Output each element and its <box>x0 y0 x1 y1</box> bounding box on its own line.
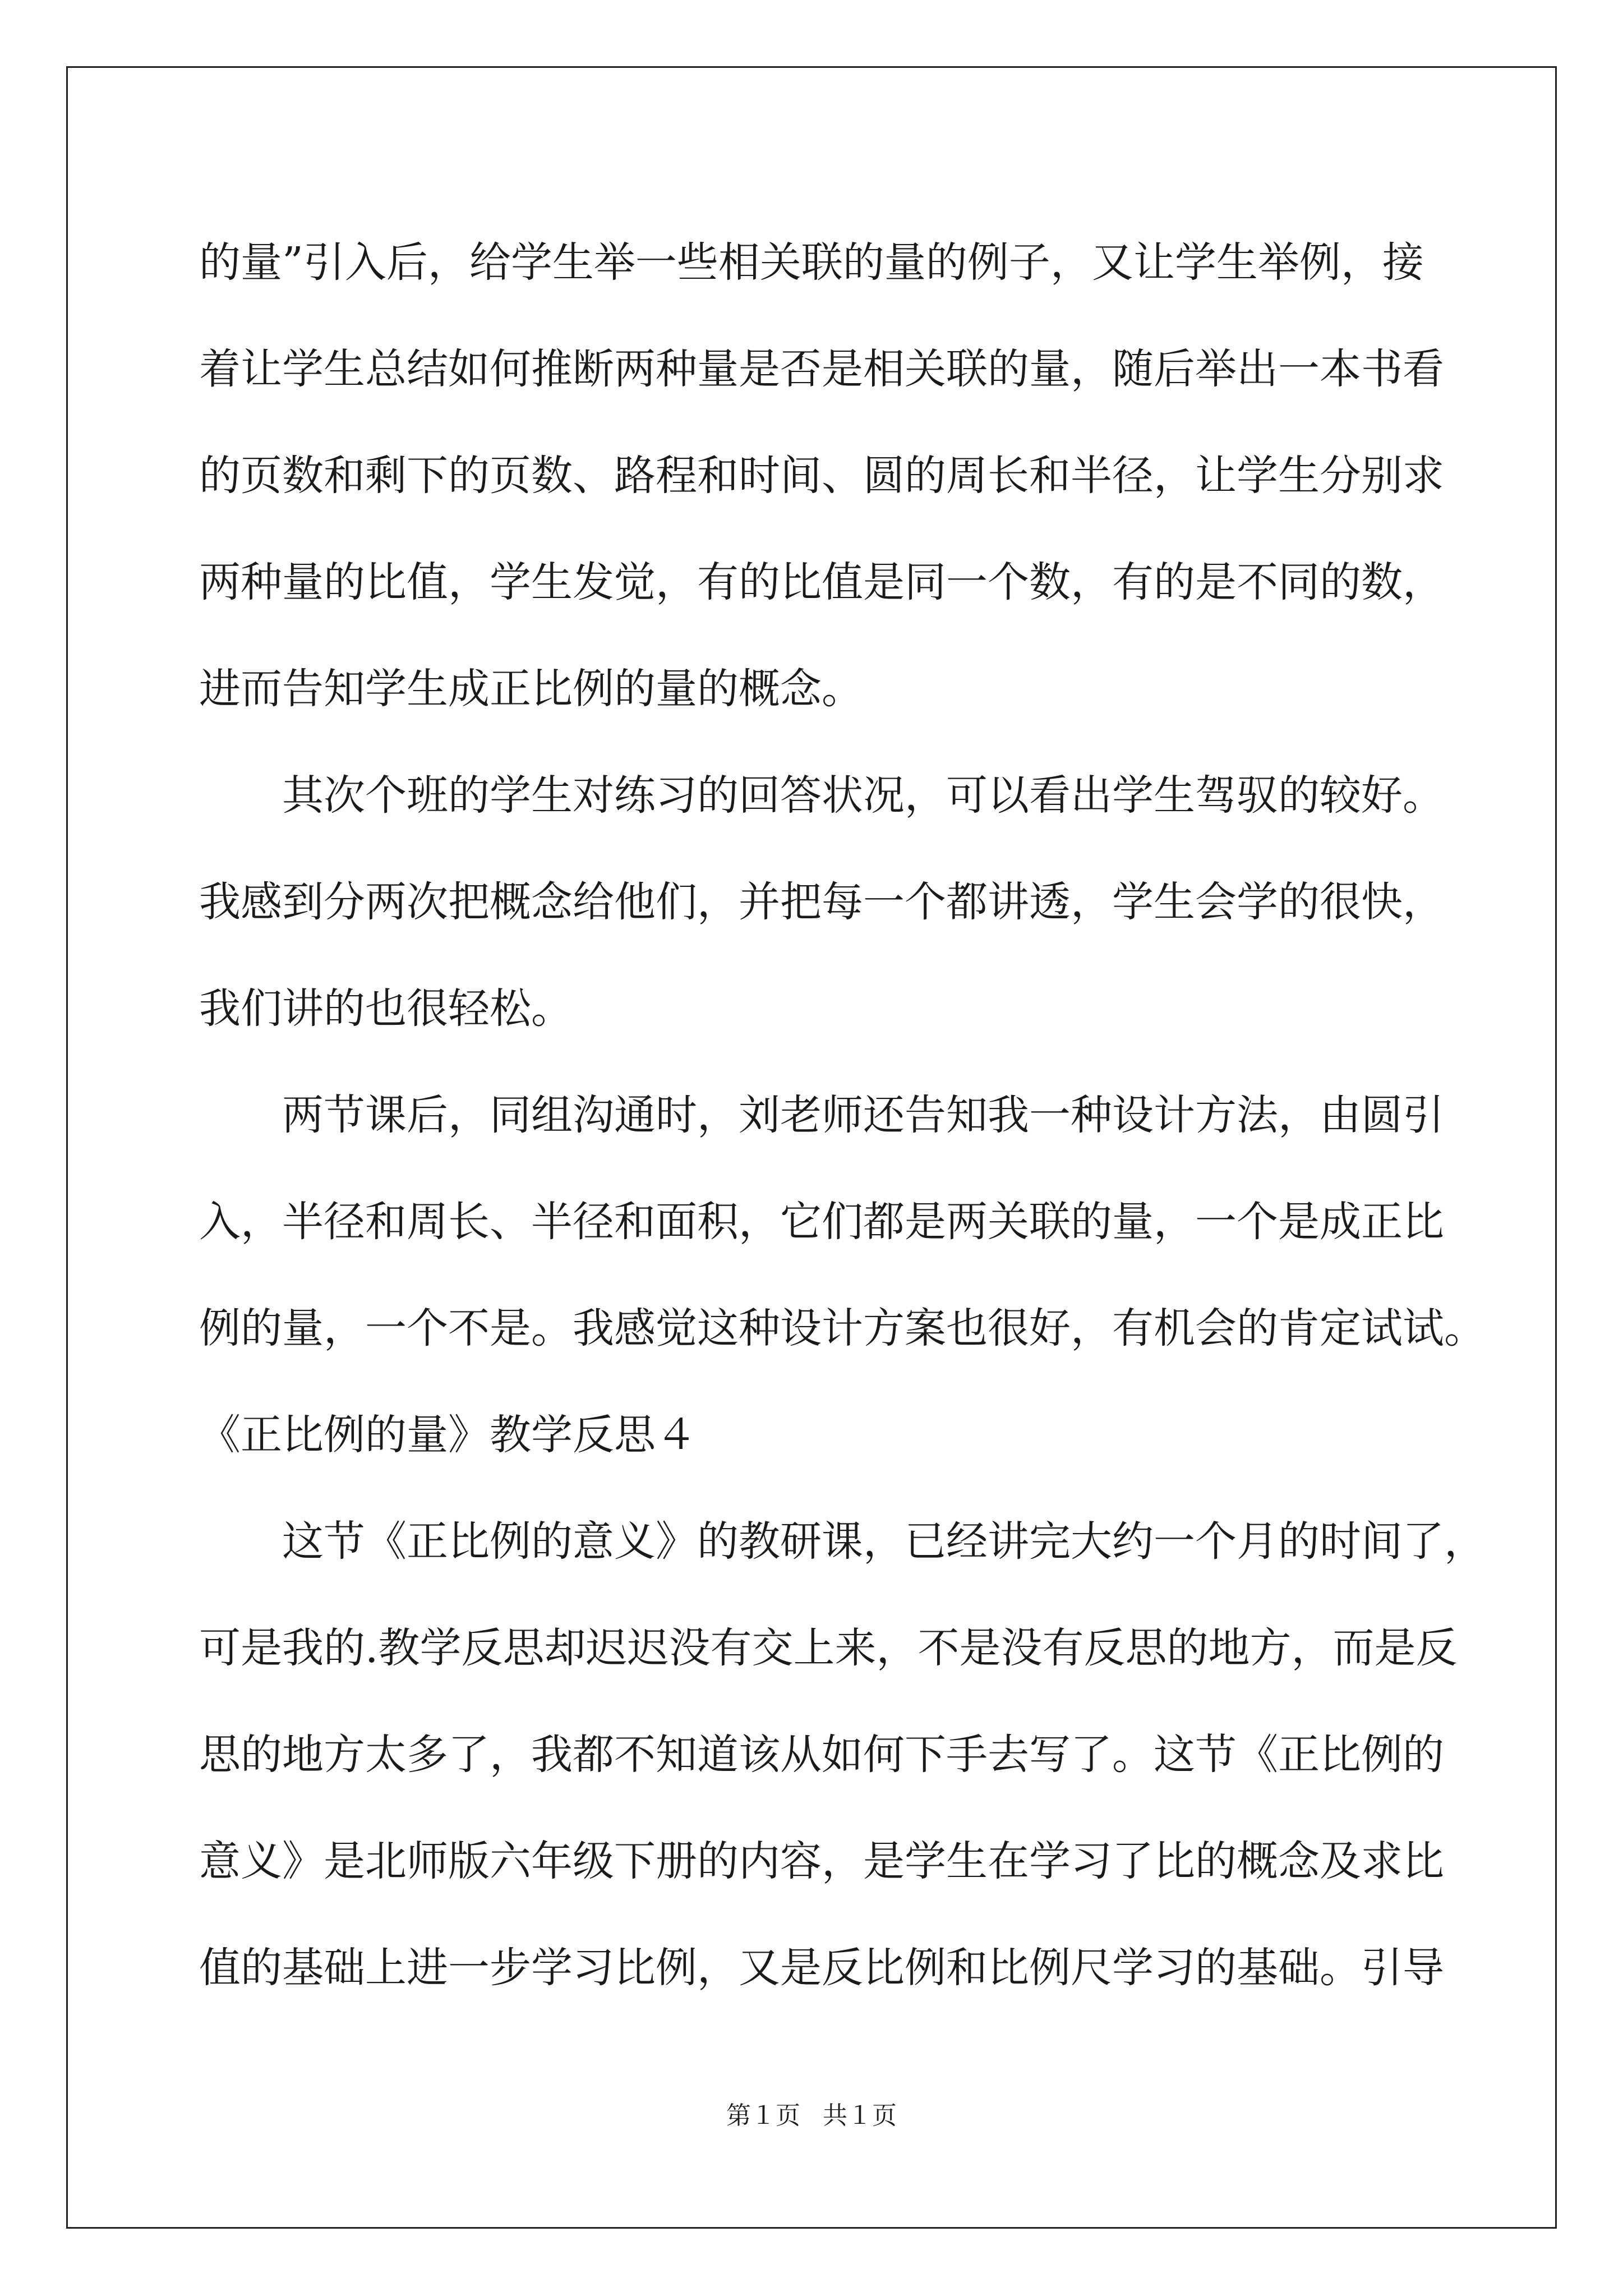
text-line: 意义》是北师版六年级下册的内容，是学生在学习了比的概念及求比 <box>199 1837 1444 1885</box>
document-body <box>199 209 1486 2021</box>
paragraph-start-line: 其次个班的学生对练习的回答状况，可以看出学生驾驭的较好。 <box>282 771 1444 820</box>
text-line: 我感到分两次把概念给他们，并把每一个都讲透，学生会学的很快， <box>199 878 1444 926</box>
text-line: 思的地方太多了，我都不知道该从如何下手去写了。这节《正比例的 <box>199 1731 1444 1779</box>
text-line: 的页数和剩下的页数、路程和时间、圆的周长和半径，让学生分别求 <box>199 452 1444 500</box>
paragraph-start-line: 这节《正比例的意义》的教研课，已经讲完大约一个月的时间了， <box>282 1517 1486 1566</box>
text-line: 的量”引入后，给学生举一些相关联的量的例子，又让学生举例，接 <box>199 238 1424 287</box>
text-line: 两种量的比值，学生发觉，有的比值是同一个数，有的是不同的数， <box>199 558 1444 606</box>
text-line: 例的量，一个不是。我感觉这种设计方案也很好，有机会的肯定试试。 <box>199 1304 1486 1352</box>
section-heading: 《正比例的量》教学反思４ <box>199 1411 697 1459</box>
text-line: 值的基础上进一步学习比例，又是反比例和比例尺学习的基础。引导 <box>199 1944 1444 1992</box>
page-number-total: 共１页 <box>823 2101 897 2130</box>
text-line: 着让学生总结如何推断两种量是否是相关联的量，随后举出一本书看 <box>199 345 1444 393</box>
text-line: 进而告知学生成正比例的量的概念。 <box>199 665 863 713</box>
text-line: 可是我的.教学反思却迟迟没有交上来，不是没有反思的地方，而是反 <box>199 1624 1458 1672</box>
page-footer <box>0 2099 1623 2133</box>
page-number-current: 第１页 <box>726 2101 800 2130</box>
paragraph-start-line: 两节课后，同组沟通时，刘老师还告知我一种设计方法，由圆引 <box>282 1091 1444 1139</box>
text-line: 我们讲的也很轻松。 <box>199 984 573 1033</box>
text-line: 入，半径和周长、半径和面积，它们都是两关联的量，一个是成正比 <box>199 1198 1444 1246</box>
